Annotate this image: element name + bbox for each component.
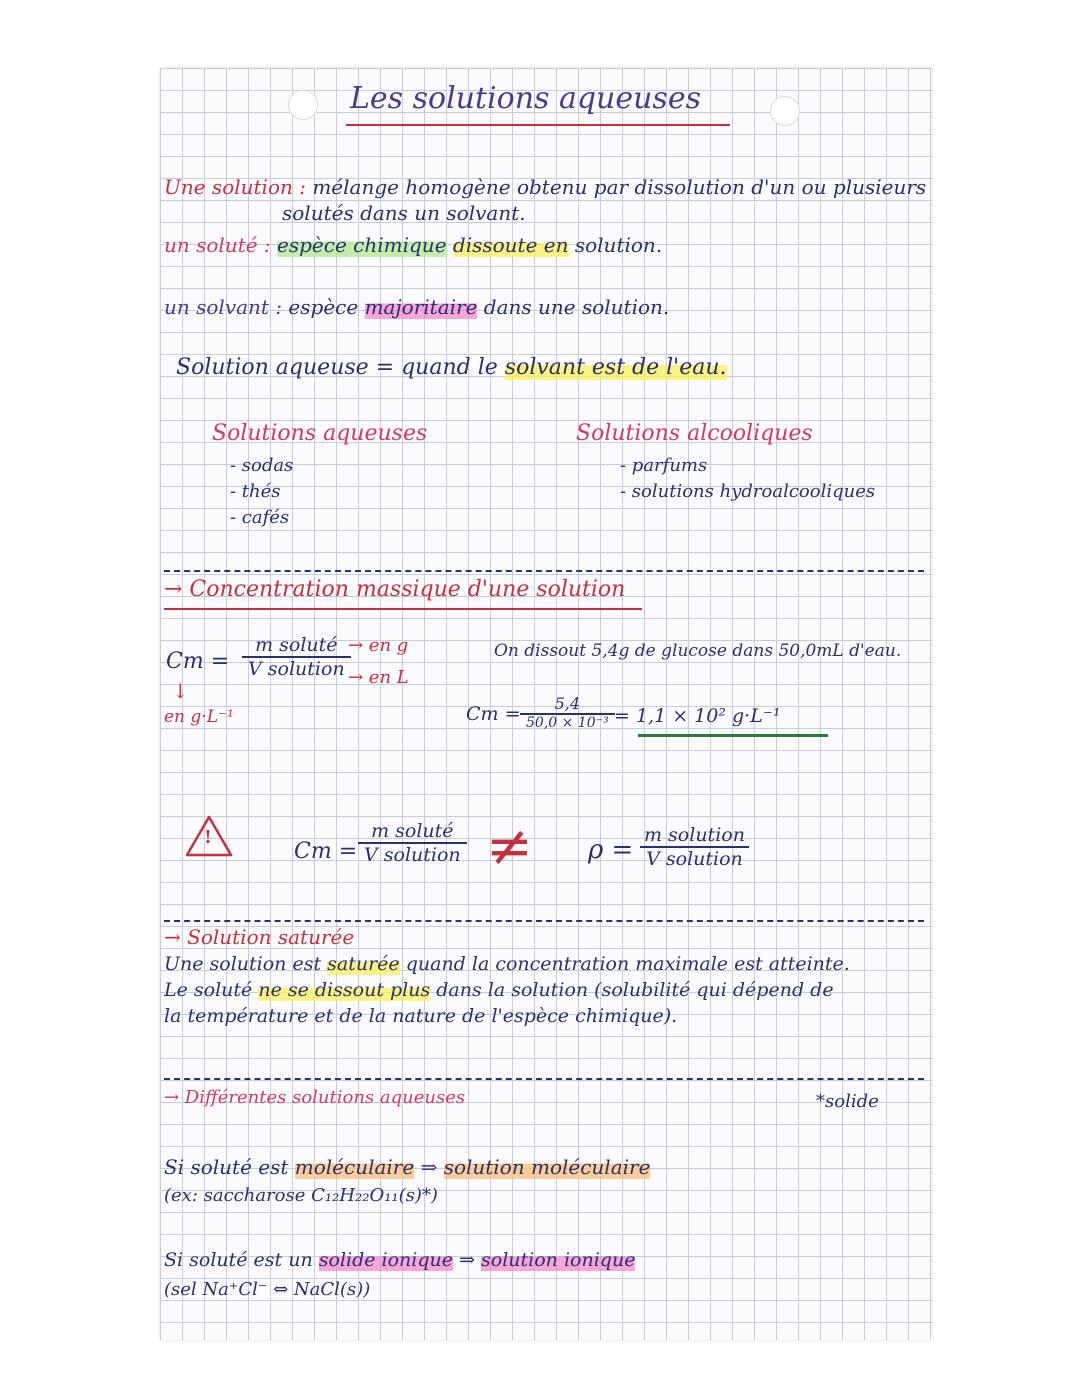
definition-solute: un soluté : espèce chimique dissoute en solution. [164,233,663,257]
section-divider [164,1078,924,1080]
definition-solution-line2: solutés dans un solvant. [282,201,526,225]
warning-cm: Cm = [294,839,358,864]
rho-fraction: m solution V solution [638,824,751,870]
cm-fraction: m soluté V solution [242,634,351,680]
definition-aqueous: Solution aqueuse = quand le solvant est de l'eau. [176,355,727,380]
saturated-line1: Une solution est saturée quand la concentration maximale est atteinte. [164,953,850,975]
section-divider [164,920,924,922]
definition-solvant: un solvant : espèce majoritaire dans une solution. [164,295,670,319]
saturated-line2: Le soluté ne se dissout plus dans la solution (solubilité qui dépend de [164,979,834,1001]
cm-unit: en g·L⁻¹ [164,707,234,727]
list-item: - thés [230,481,281,502]
list-item: - cafés [230,507,290,528]
rho-symbol: ρ = [588,835,634,865]
mass-unit: → en g [348,635,409,656]
arrow-down-icon: ↓ [172,679,189,703]
binder-hole-right [770,96,800,126]
aqueous-examples-title: Solutions aqueuses [212,421,428,446]
example-result: = 1,1 × 10² g·L⁻¹ [614,705,781,727]
different-heading: → Différentes solutions aqueuses [164,1087,466,1108]
warning-mark: ! [204,827,212,848]
ionic-line: Si soluté est un solide ionique ⇒ solution ionique [164,1249,636,1271]
list-item: - sodas [230,455,294,476]
definition-solution: Une solution : mélange homogène obtenu par dissolution d'un ou plusieurs [164,175,927,199]
list-item: - parfums [620,455,708,476]
molecular-example: (ex: saccharose C₁₂H₂₂O₁₁(s)*) [164,1185,438,1206]
alcoholic-examples-title: Solutions alcooliques [576,421,813,446]
notebook-sheet [160,68,932,1340]
list-item: - solutions hydroalcooliques [620,481,876,502]
cm-symbol: Cm = [166,649,230,674]
heading-underline [164,608,642,610]
warning-cm-fraction: m soluté V solution [358,820,467,866]
example-fraction: $\frac{5,4}{\text{50,0 × 10⁻³}}$ [520,694,615,731]
section-divider [164,570,924,572]
concentration-heading: → Concentration massique d'une solution [164,577,626,602]
example-statement: On dissout 5,4g de glucose dans 50,0mL d'eau. [494,641,902,661]
result-underline [638,734,828,737]
ionic-example: (sel Na⁺Cl⁻ ⇔ NaCl(s)) [164,1279,371,1300]
not-equal-sign: ≠ [486,814,533,879]
title-underline [346,124,730,126]
footnote-solide: *solide [816,1091,879,1112]
page-title: Les solutions aqueuses [350,81,701,116]
saturated-heading: → Solution saturée [164,925,355,949]
example-cm: Cm = [466,703,521,725]
molecular-line: Si soluté est moléculaire ⇒ solution moléculaire [164,1155,651,1179]
saturated-line3: la température et de la nature de l'espèce chimique). [164,1005,678,1027]
volume-unit: → en L [348,667,409,688]
binder-hole-left [288,90,318,120]
